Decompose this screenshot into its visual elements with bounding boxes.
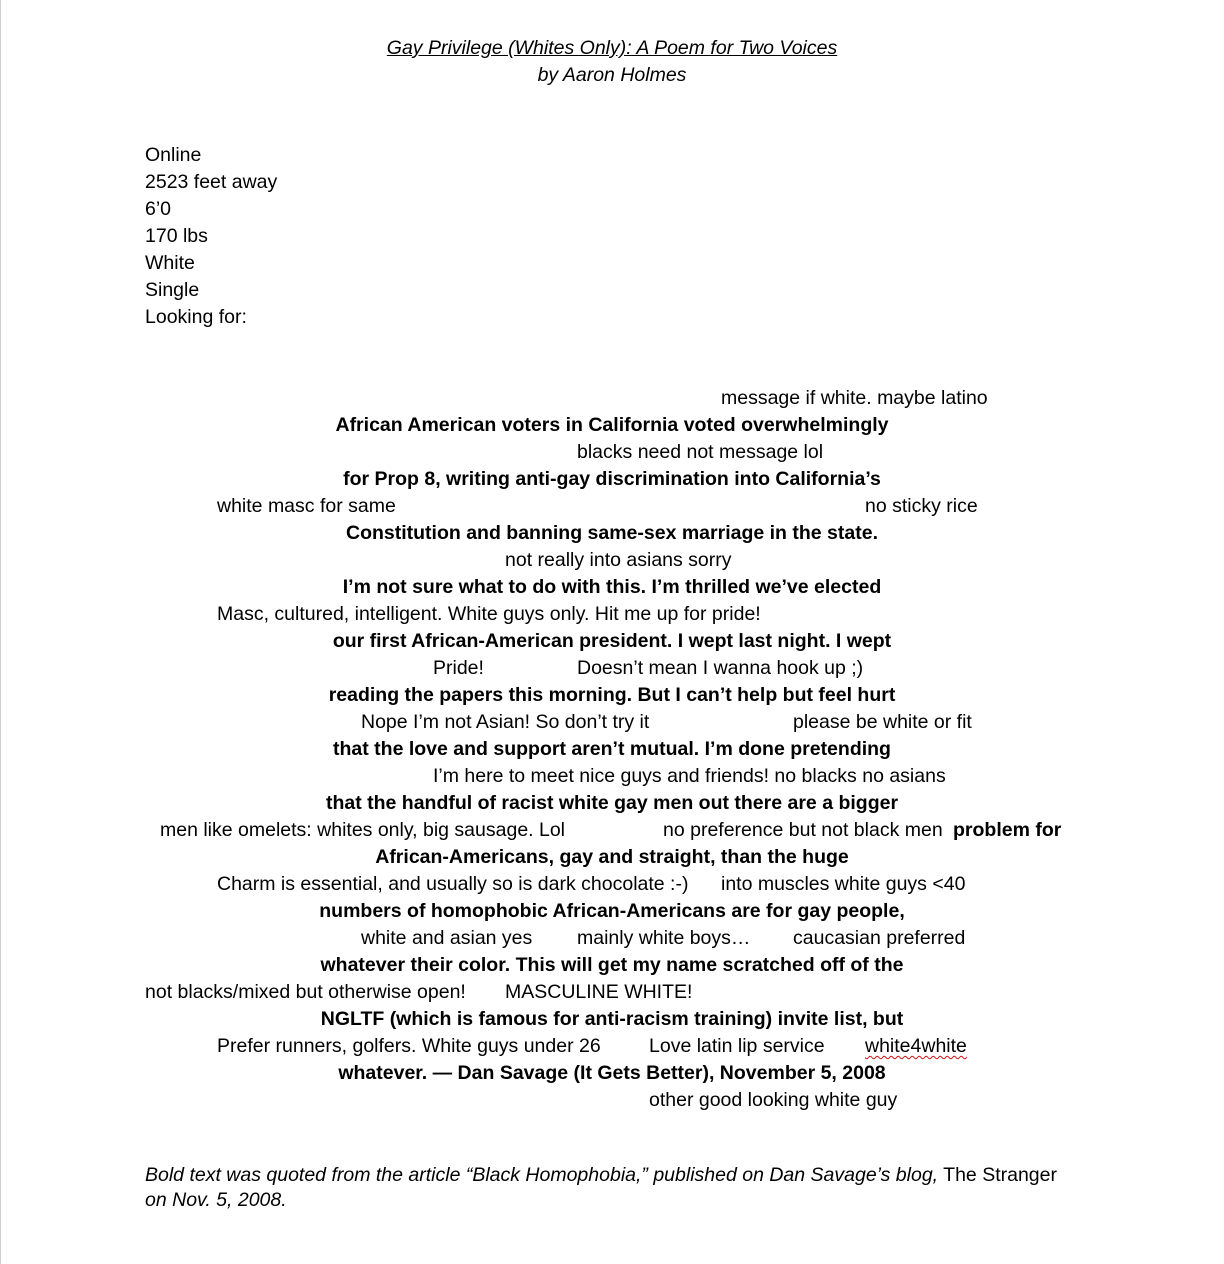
voice-profile-line: other good looking white guy — [649, 1089, 898, 1111]
voice-profile-line: Pride! — [433, 657, 484, 679]
profile-looking-for: Looking for: — [145, 306, 247, 328]
voice-quote-line: our first African-American president. I wept last night. I wept — [332, 630, 892, 652]
voice-profile-line: Charm is essential, and usually so is dark chocolate :-) — [217, 873, 689, 895]
voice-profile-line: Nope I’m not Asian! So don’t try it — [361, 711, 650, 733]
voice-profile-line-spellcheck: white4white — [865, 1035, 967, 1057]
voice-quote-line: NGLTF (which is famous for anti-racism training) invite list, but — [320, 1008, 904, 1030]
voice-profile-line: into muscles white guys <40 — [721, 873, 966, 895]
voice-profile-line: men like omelets: whites only, big sausage. Lol — [160, 819, 566, 841]
voice-profile-line: white and asian yes — [361, 927, 533, 949]
voice-profile-line: white masc for same — [217, 495, 396, 517]
voice-quote-line: for Prop 8, writing anti-gay discrimination into California’s — [343, 468, 881, 490]
profile-ethnicity: White — [145, 252, 195, 274]
voice-quote-line: I’m not sure what to do with this. I’m thrilled we’ve elected — [342, 576, 882, 598]
voice-quote-line: African American voters in California voted overwhelmingly — [335, 414, 889, 436]
source-note-text: Bold text was quoted from the article “Black Homophobia,” published on Dan Savage’s blog, — [145, 1164, 939, 1186]
voice-quote-line: whatever. — Dan Savage (It Gets Better), November 5, 2008 — [338, 1062, 886, 1084]
voice-profile-line: blacks need not message lol — [577, 441, 824, 463]
voice-profile-line: I’m here to meet nice guys and friends! no blacks no asians — [433, 765, 946, 787]
voice-profile-line: Doesn’t mean I wanna hook up ;) — [577, 657, 864, 679]
voice-profile-line: not really into asians sorry — [505, 549, 732, 571]
voice-quote-line: African-Americans, gay and straight, than the huge — [375, 846, 849, 868]
source-note — [145, 1163, 1105, 1213]
voice-profile-line: mainly white boys… — [577, 927, 751, 949]
profile-relationship: Single — [145, 279, 200, 301]
voice-quote-line: that the love and support aren’t mutual. I’m done pretending — [333, 738, 891, 760]
profile-status: Online — [145, 144, 202, 166]
voice-profile-line: MASCULINE WHITE! — [505, 981, 693, 1003]
profile-distance: 2523 feet away — [145, 171, 278, 193]
voice-quote-fragment: problem for — [953, 819, 1062, 841]
voice-quote-line: Constitution and banning same-sex marriage in the state. — [345, 522, 878, 544]
voice-profile-line: caucasian preferred — [793, 927, 966, 949]
voice-profile-line: not blacks/mixed but otherwise open! — [145, 981, 466, 1003]
profile-weight: 170 lbs — [145, 225, 208, 247]
voice-profile-line: Love latin lip service — [649, 1035, 825, 1057]
voice-profile-line: no sticky rice — [865, 495, 978, 517]
voice-quote-line: reading the papers this morning. But I can’t help but feel hurt — [328, 684, 896, 706]
profile-height: 6’0 — [145, 198, 172, 220]
voice-profile-line: no preference but not black men — [663, 819, 943, 841]
source-date: on Nov. 5, 2008. — [145, 1189, 287, 1211]
source-publication: The Stranger — [943, 1164, 1057, 1186]
voice-quote-line: that the handful of racist white gay men out there are a bigger — [325, 792, 899, 814]
voice-profile-line: please be white or fit — [793, 711, 972, 733]
voice-quote-line: whatever their color. This will get my name scratched off of the — [320, 954, 904, 976]
profile-block — [145, 142, 277, 331]
poem-author: by Aaron Holmes — [537, 64, 687, 86]
voice-profile-line: Masc, cultured, intelligent. White guys only. Hit me up for pride! — [217, 603, 761, 625]
voice-profile-line: Prefer runners, golfers. White guys under 26 — [217, 1035, 601, 1057]
poem-body — [0, 385, 1224, 1114]
voice-quote-line: numbers of homophobic African-Americans are for gay people, — [319, 900, 905, 922]
poem-title: Gay Privilege (Whites Only): A Poem for Two Voices — [386, 37, 838, 59]
voice-profile-line: message if white. maybe latino — [721, 387, 988, 409]
